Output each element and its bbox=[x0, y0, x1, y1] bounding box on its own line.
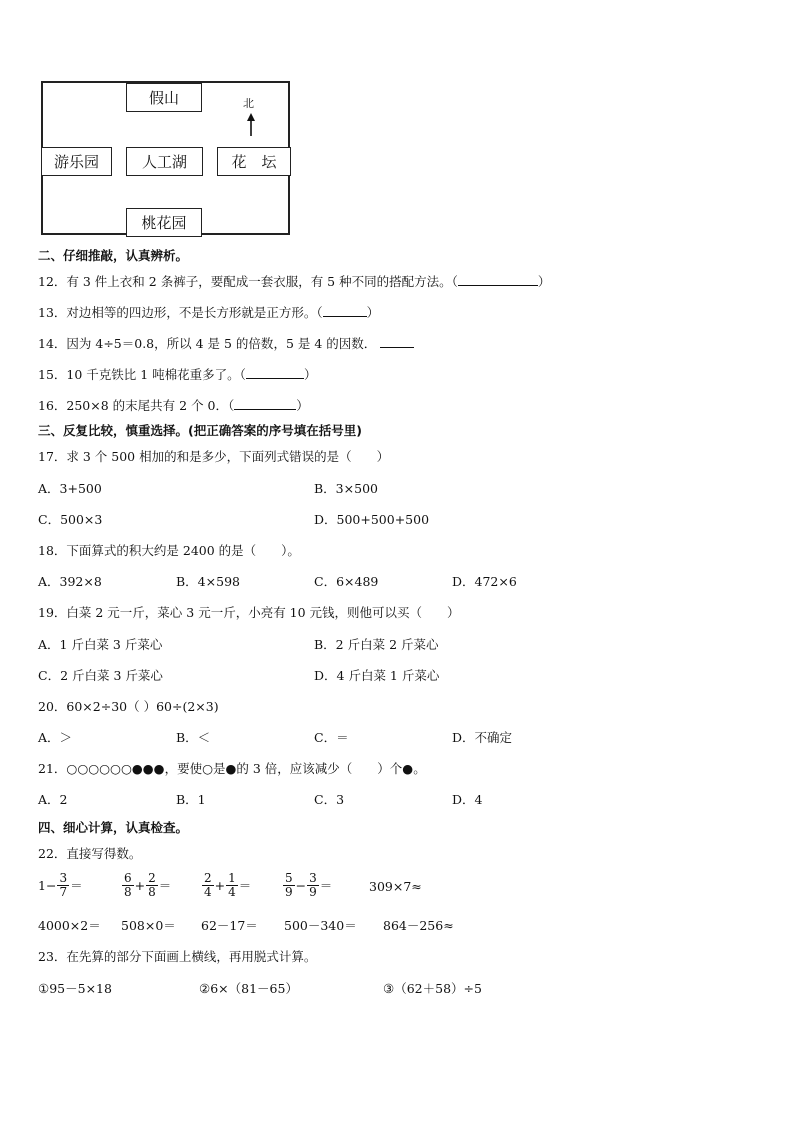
calc-item-2: 4000×2＝ bbox=[38, 918, 101, 933]
calc-item-6: 864－256≈ bbox=[383, 918, 454, 933]
fraction-4b bbox=[307, 872, 319, 899]
map-box-right: 花 坛 bbox=[217, 147, 291, 176]
question-15-text: 15．10 千克铁比 1 吨棉花重多了。（ bbox=[38, 367, 246, 382]
fraction-4a-numerator: 5 bbox=[285, 870, 293, 885]
fraction-2a bbox=[122, 872, 134, 899]
option-21-a[interactable]: A．2 bbox=[38, 792, 68, 807]
question-14 bbox=[38, 334, 414, 352]
map-box-center: 人工湖 bbox=[126, 147, 203, 176]
fraction-2-plus: + bbox=[134, 877, 146, 893]
question-17: 17．求 3 个 500 相加的和是多少，下面列式错误的是（ ） bbox=[38, 449, 390, 464]
option-18-d[interactable]: D．472×6 bbox=[452, 574, 517, 589]
answer-blank-14[interactable] bbox=[380, 336, 414, 348]
fraction-3b-denominator: 4 bbox=[228, 884, 236, 899]
fraction-3b bbox=[226, 872, 238, 899]
fraction-2b-numerator: 2 bbox=[148, 870, 156, 885]
north-label: 北 bbox=[243, 97, 254, 110]
calc-item-1: 309×7≈ bbox=[369, 879, 422, 894]
fraction-item-2 bbox=[121, 866, 171, 904]
fraction-1-prefix: 1− bbox=[38, 877, 57, 893]
question-18: 18．下面算式的积大约是 2400 的是（ ）。 bbox=[38, 543, 300, 558]
option-19-a[interactable]: A．1 斤白菜 3 斤菜心 bbox=[38, 637, 163, 652]
fraction-2a-numerator: 6 bbox=[124, 870, 132, 885]
fraction-4a bbox=[283, 872, 295, 899]
option-17-a[interactable]: A．3+500 bbox=[38, 481, 102, 496]
question-12-text: 12．有 3 件上衣和 2 条裤子，要配成一套衣服，有 5 种不同的搭配方法。（ bbox=[38, 274, 458, 289]
option-20-b[interactable]: B．＜ bbox=[176, 730, 211, 745]
option-19-d[interactable]: D．4 斤白菜 1 斤菜心 bbox=[314, 668, 440, 683]
fraction-3a bbox=[202, 872, 214, 899]
question-14-text: 14．因为 4÷5＝0.8，所以 4 是 5 的倍数，5 是 4 的因数． bbox=[38, 336, 377, 351]
q23-item-2: ②6×（81－65） bbox=[199, 981, 298, 996]
fraction-4a-denominator: 9 bbox=[285, 884, 293, 899]
fraction-1-equals: ＝ bbox=[70, 878, 83, 893]
map-diagram bbox=[41, 81, 290, 235]
fraction-3a-numerator: 2 bbox=[204, 870, 212, 885]
calc-item-4: 62－17＝ bbox=[201, 918, 258, 933]
q23-item-1: ①95－5×18 bbox=[38, 981, 112, 996]
question-19: 19．白菜 2 元一斤，菜心 3 元一斤，小亮有 10 元钱，则他可以买（ ） bbox=[38, 605, 460, 620]
question-16-end: ） bbox=[296, 398, 309, 413]
question-12-end: ） bbox=[537, 274, 551, 289]
fraction-2b bbox=[146, 872, 158, 899]
answer-blank-16[interactable] bbox=[234, 398, 296, 410]
question-21: 21．○○○○○○●●●，要使○是●的 3 倍，应该减少（ ）个●。 bbox=[38, 761, 426, 776]
question-12 bbox=[38, 272, 550, 290]
question-22: 22．直接写得数。 bbox=[38, 846, 142, 861]
fraction-3a-denominator: 4 bbox=[204, 884, 212, 899]
answer-blank-13[interactable] bbox=[323, 305, 367, 317]
question-15-end: ） bbox=[303, 367, 317, 382]
calc-item-5: 500－340＝ bbox=[284, 918, 357, 933]
option-18-a[interactable]: A．392×8 bbox=[38, 574, 102, 589]
option-21-c[interactable]: C．3 bbox=[314, 792, 345, 807]
fraction-1-denominator: 7 bbox=[59, 884, 68, 899]
question-13-text: 13．对边相等的四边形，不是长方形就是正方形。（ bbox=[38, 305, 323, 320]
fraction-4-equals: ＝ bbox=[319, 878, 333, 893]
question-16-text: 16．250×8 的末尾共有 2 个 0．（ bbox=[38, 398, 235, 413]
question-15 bbox=[38, 365, 316, 383]
option-17-d[interactable]: D．500+500+500 bbox=[314, 512, 430, 527]
q23-item-3: ③（62＋58）÷5 bbox=[383, 981, 482, 996]
option-17-c[interactable]: C．500×3 bbox=[38, 512, 103, 527]
answer-blank-12[interactable] bbox=[458, 274, 538, 286]
map-box-top: 假山 bbox=[126, 83, 202, 112]
fraction-2-equals: ＝ bbox=[158, 878, 172, 893]
option-20-c[interactable]: C．＝ bbox=[314, 730, 349, 745]
fraction-4b-numerator: 3 bbox=[309, 870, 317, 885]
question-16 bbox=[38, 396, 309, 414]
option-18-b[interactable]: B．4×598 bbox=[176, 574, 240, 589]
option-20-d[interactable]: D．不确定 bbox=[452, 730, 513, 745]
question-20: 20．60×2÷30（ ）60÷(2×3) bbox=[38, 699, 219, 714]
fraction-1-numerator: 3 bbox=[59, 870, 68, 885]
map-box-bottom: 桃花园 bbox=[126, 208, 202, 237]
answer-blank-15[interactable] bbox=[246, 367, 304, 379]
fraction-3-plus: + bbox=[214, 877, 226, 893]
fraction-1 bbox=[57, 872, 69, 899]
fraction-item-3 bbox=[201, 866, 251, 904]
option-21-b[interactable]: B．1 bbox=[176, 792, 206, 807]
fraction-3b-numerator: 1 bbox=[228, 870, 236, 885]
option-19-b[interactable]: B．2 斤白菜 2 斤菜心 bbox=[314, 637, 439, 652]
fraction-4-minus: − bbox=[295, 877, 307, 893]
north-arrow-icon bbox=[246, 113, 256, 137]
option-21-d[interactable]: D．4 bbox=[452, 792, 483, 807]
section2-heading: 二、仔细推敲，认真辨析。 bbox=[38, 248, 189, 263]
question-13 bbox=[38, 303, 379, 321]
option-20-a[interactable]: A．＞ bbox=[38, 730, 73, 745]
question-23: 23．在先算的部分下面画上横线，再用脱式计算。 bbox=[38, 949, 317, 964]
fraction-item-1 bbox=[38, 866, 83, 904]
fraction-item-4 bbox=[282, 866, 332, 904]
fraction-2a-denominator: 8 bbox=[124, 884, 132, 899]
section3-heading: 三、反复比较，慎重选择。(把正确答案的序号填在括号里) bbox=[38, 423, 362, 438]
option-18-c[interactable]: C．6×489 bbox=[314, 574, 379, 589]
fraction-3-equals: ＝ bbox=[238, 878, 252, 893]
question-13-end: ） bbox=[366, 305, 380, 320]
option-19-c[interactable]: C．2 斤白菜 3 斤菜心 bbox=[38, 668, 163, 683]
fraction-4b-denominator: 9 bbox=[309, 884, 317, 899]
section4-heading: 四、细心计算，认真检查。 bbox=[38, 820, 189, 835]
map-box-left: 游乐园 bbox=[41, 147, 112, 176]
calc-item-3: 508×0＝ bbox=[121, 918, 176, 933]
fraction-2b-denominator: 8 bbox=[148, 884, 156, 899]
option-17-b[interactable]: B．3×500 bbox=[314, 481, 378, 496]
